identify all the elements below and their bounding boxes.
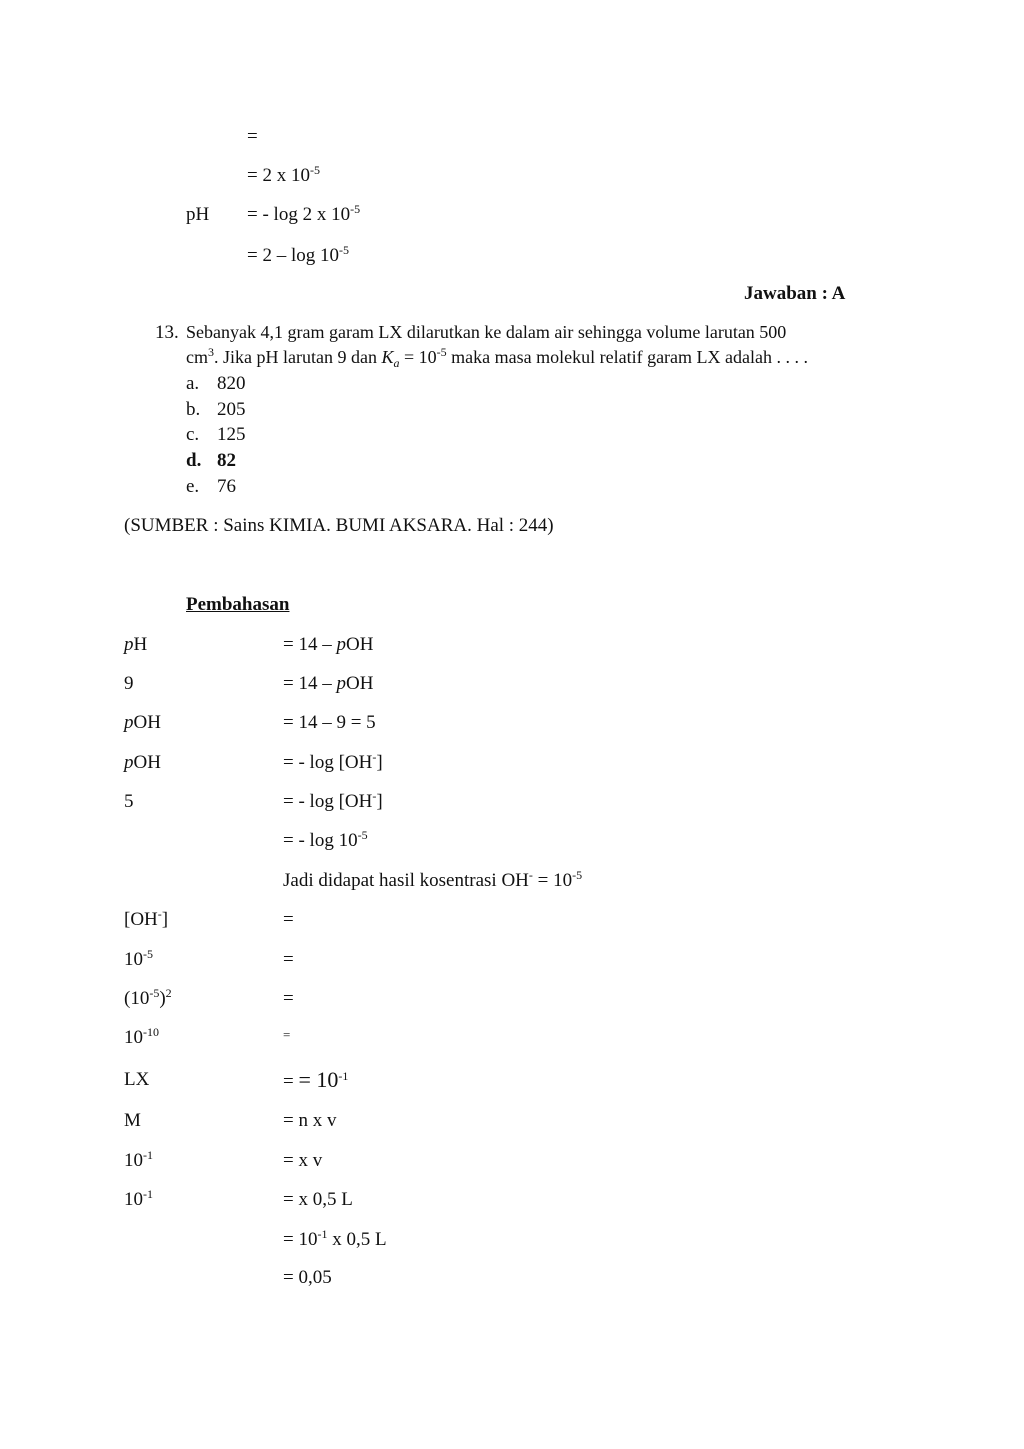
question-line-2 [186,347,808,369]
p-italic: p [124,712,134,733]
option-e [186,476,236,499]
step-2-right-a: = 14 – [283,673,337,694]
step-11-right [283,1027,290,1043]
step-10-right-text: = [283,988,294,1009]
question-ka-sub: a [393,356,400,370]
step-6-right-text: = - log 10 [283,830,358,851]
calc-line-3 [247,204,360,227]
question-line-2-d: maka masa molekul relatif garam LX adalah . . . . [446,347,809,367]
step-15-left [124,1189,153,1212]
step-7-right-text: Jadi didapat hasil kosentrasi OH [283,870,529,891]
step-4-right-end: ] [376,752,383,773]
step-14-left-text: 10 [124,1150,143,1171]
step-12-right-b: = 10 [298,1067,339,1092]
option-e-value: 76 [217,476,236,497]
calc-line-2-exp: -5 [309,163,320,177]
calc-line-1-text: = [247,126,258,147]
step-5-right [283,791,383,814]
step-17-right [283,1267,332,1290]
option-c-value: 125 [217,424,246,445]
option-e-letter: e. [186,476,200,497]
step-8-right [283,909,294,932]
step-4-right-sup: - [372,750,377,764]
step-13-left [124,1110,141,1133]
step-6-right-sup: -5 [357,828,368,842]
step-5-right-end: ] [376,791,383,812]
step-11-right-text: = [283,1027,291,1042]
step-4-left [124,752,161,775]
step-14-right-text: = x v [283,1150,323,1171]
step-13-right-text: = n x v [283,1110,337,1131]
question-number-text: 13. [155,322,179,343]
step-3-left [124,712,161,735]
step-15-left-sup: -1 [143,1187,153,1201]
option-d [186,450,236,473]
option-b [186,399,246,422]
step-7-right [283,870,582,893]
step-16-right [283,1229,387,1252]
step-9-left-text: 10 [124,949,143,970]
calc-line-4 [247,245,349,268]
step-8-right-text: = [283,909,294,930]
step-9-right [283,949,294,972]
step-5-left-text: 5 [124,791,134,812]
step-10-left-mid: ) [159,988,166,1009]
step-1-right [283,634,373,657]
step-9-left [124,949,153,972]
question-line-2-csup: -5 [436,345,447,359]
answer-text: Jawaban : A [744,283,846,304]
step-10-left-sup2: 2 [165,986,172,1000]
step-16-right-end: x 0,5 L [327,1229,387,1250]
step-9-left-sup: -5 [143,947,153,961]
calc-line-1 [247,126,258,149]
step-16-right-sup: -1 [317,1227,328,1241]
ph-label [186,204,209,227]
source-line [124,515,554,538]
step-8-left-sup: - [157,907,162,921]
step-11-left-text: 10 [124,1027,143,1048]
step-4-right-text: = - log [OH [283,752,373,773]
source-text: (SUMBER : Sains KIMIA. BUMI AKSARA. Hal : 244) [124,515,554,536]
step-2-left-text: 9 [124,673,134,694]
step-10-right [283,988,294,1011]
step-3-right-text: = 14 – 9 = 5 [283,712,376,733]
step-12-right [283,1067,348,1094]
option-c-letter: c. [186,424,200,445]
step-17-right-text: = 0,05 [283,1267,332,1288]
step-4-right [283,752,383,775]
step-9-right-text: = [283,949,294,970]
step-1-left [124,634,147,657]
step-4-left-text: OH [133,752,161,773]
calc-line-4-text: = 2 – log 10 [247,245,339,266]
step-15-right-text: = x 0,5 L [283,1189,353,1210]
calc-line-2 [247,165,320,188]
step-8-left-end: ] [161,909,169,930]
step-15-right [283,1189,353,1212]
step-12-left-text: LX [124,1069,150,1090]
step-12-right-a: = [283,1071,299,1092]
step-3-left-text: OH [133,712,161,733]
step-5-right-sup: - [372,789,377,803]
step-1-left-text: H [133,634,148,655]
question-line-1 [186,322,786,344]
option-a-value: 820 [217,373,246,394]
option-c [186,424,246,447]
step-5-left [124,791,134,814]
step-13-right [283,1110,336,1133]
step-6-right [283,830,368,853]
step-10-left [124,988,172,1011]
calc-line-3-exp: -5 [350,202,361,216]
p-italic: p [336,673,346,694]
step-14-right [283,1150,322,1173]
option-d-letter: d. [186,450,202,471]
option-b-letter: b. [186,399,201,420]
step-7-right-sup2: -5 [572,868,583,882]
option-a [186,373,246,396]
step-16-right-text: = 10 [283,1229,318,1250]
step-14-left [124,1150,153,1173]
step-14-left-sup: -1 [143,1148,153,1162]
step-10-left-text: (10 [124,988,150,1009]
option-d-value: 82 [217,450,236,471]
step-1-right-b: OH [345,634,374,655]
step-2-right-b: OH [345,673,374,694]
question-line-2-c: = 10 [399,347,437,367]
question-number [155,322,179,345]
answer-line [744,283,845,306]
step-7-right-sup: - [528,868,533,882]
step-8-left-text: [OH [124,909,158,930]
question-line-2-sup: 3 [208,345,214,359]
calc-line-4-exp: -5 [339,243,349,257]
step-7-right-mid: = 10 [532,870,573,891]
step-5-right-text: = - log [OH [283,791,373,812]
step-11-left-sup: -10 [143,1025,159,1039]
step-12-right-sup: -1 [338,1069,349,1083]
step-1-right-a: = 14 – [283,634,337,655]
p-italic: p [124,634,134,655]
option-a-letter: a. [186,373,200,394]
question-ka-symbol: K [381,347,394,367]
p-italic: p [336,634,346,655]
step-12-left [124,1069,149,1092]
step-2-right [283,673,373,696]
ph-label-text: pH [186,204,210,225]
option-b-value: 205 [217,399,246,420]
question-line-2-a: cm [186,347,208,367]
calc-line-3-text: = - log 2 x 10 [247,204,351,225]
step-10-left-sup: -5 [149,986,160,1000]
step-13-left-text: M [124,1110,141,1131]
step-11-left [124,1027,159,1050]
question-line-2-b: . Jika pH larutan 9 dan [214,347,382,367]
pembahasan-heading [186,594,289,617]
step-15-left-text: 10 [124,1189,143,1210]
pembahasan-heading-text: Pembahasan [186,594,290,615]
calc-line-2-text: = 2 x 10 [247,165,310,186]
step-8-left [124,909,168,932]
step-2-left [124,673,134,696]
step-3-right [283,712,376,735]
question-line-1-text: Sebanyak 4,1 gram garam LX dilarutkan ke dalam air sehingga volume larutan 500 [186,322,787,342]
p-italic: p [124,752,134,773]
